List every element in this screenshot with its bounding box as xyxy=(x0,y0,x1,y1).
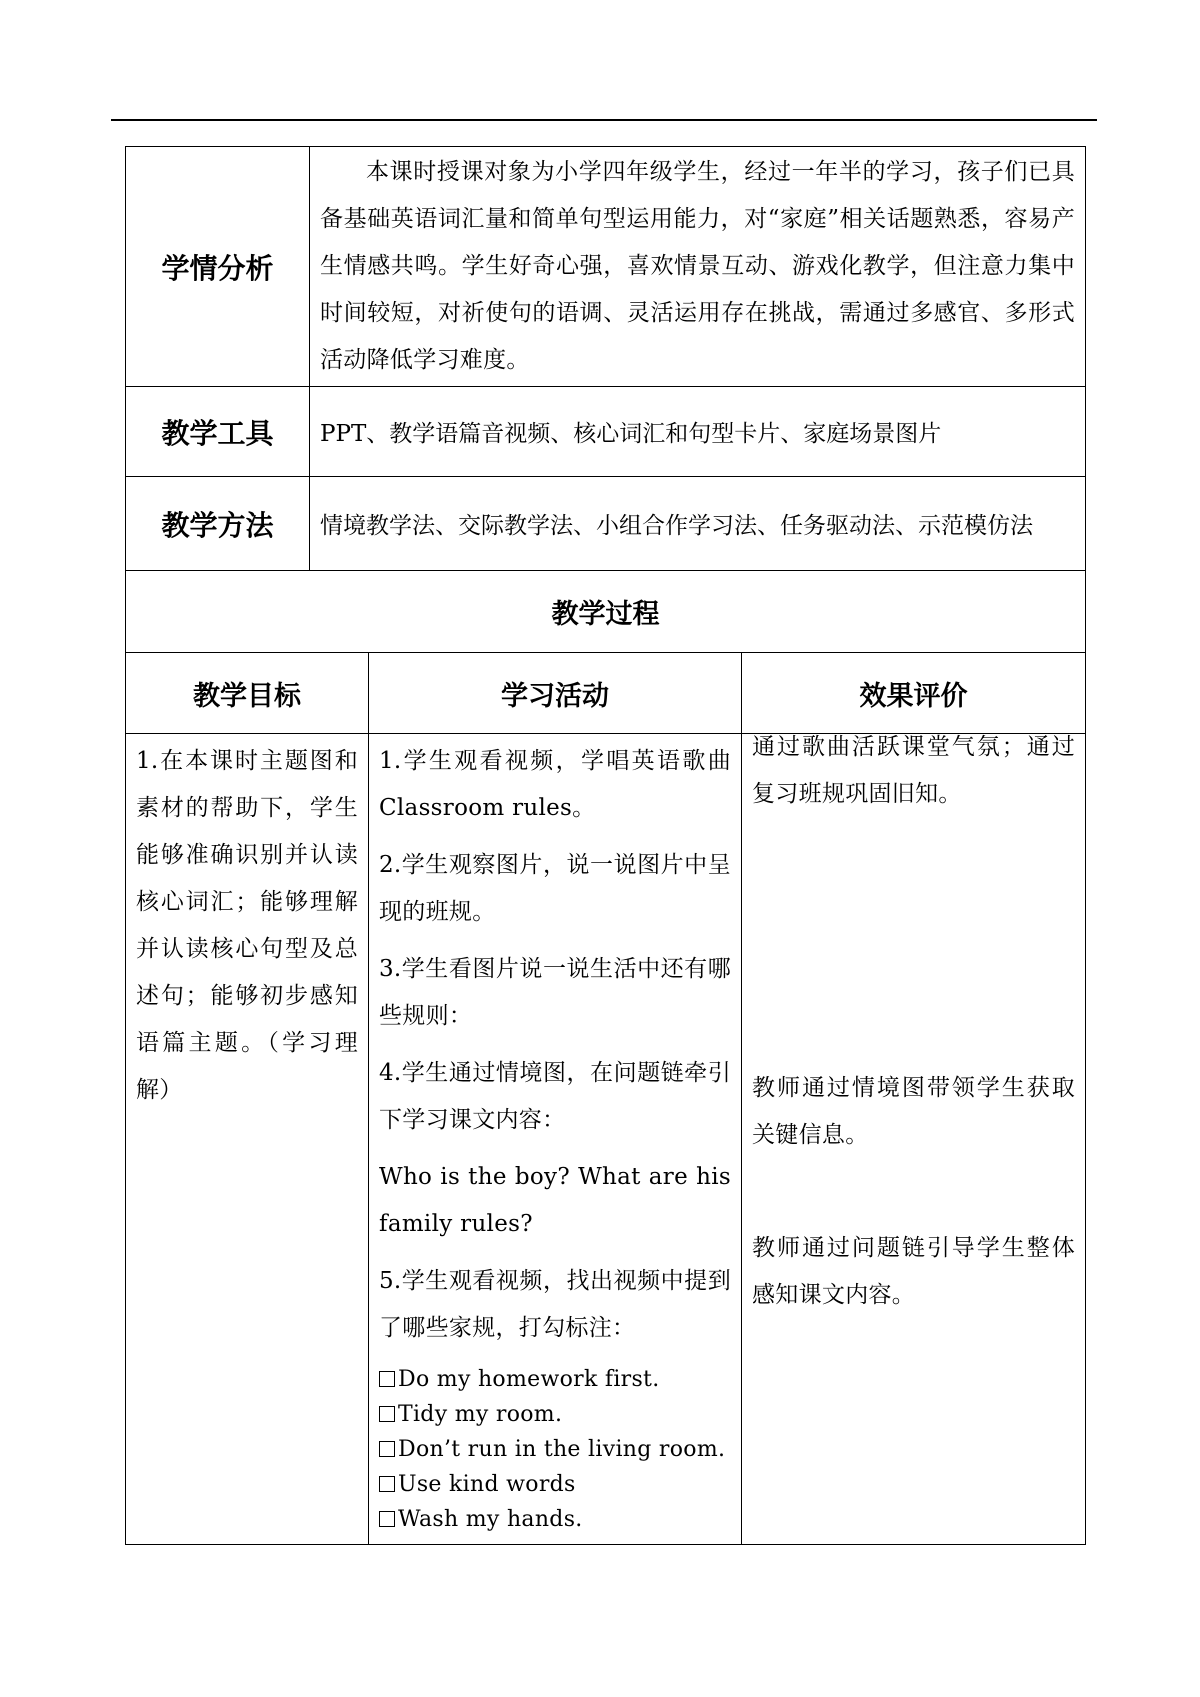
process-header-row xyxy=(126,653,1086,734)
checklist-item-label: Don’t run in the living room. xyxy=(398,1437,726,1462)
activity-item: Who is the boy? What are his family rules? xyxy=(379,1164,731,1237)
lesson-plan-table xyxy=(125,146,1086,1545)
goal-text: 1.在本课时主题图和素材的帮助下，学生能够准确识别并认读核心词汇；能够理解并认读核心句型及总述句；能够初步感知语篇主题。（学习理解） xyxy=(136,748,358,1103)
analysis-text: 本课时授课对象为小学四年级学生，经过一年半的学习，孩子们已具备基础英语词汇量和简单句型运用能力，对“家庭”相关话题熟悉，容易产生情感共鸣。学生好奇心强，喜欢情景互动、游戏化教学，但注意力集中时间较短，对祈使句的语调、灵活运用存在挑战，需通过多感官、多形式活动降低学习难度。 xyxy=(320,159,1075,373)
header-rule xyxy=(111,119,1097,121)
activity-item: 3.学生看图片说一说生活中还有哪些规则： xyxy=(379,956,731,1029)
checkbox[interactable] xyxy=(379,1406,395,1422)
methods-text: 情境教学法、交际教学法、小组合作学习法、任务驱动法、示范模仿法 xyxy=(310,477,1086,571)
checklist-item xyxy=(379,1467,731,1502)
header-goal: 教学目标 xyxy=(126,653,369,734)
header-evaluation: 效果评价 xyxy=(742,653,1086,734)
checklist-item-label: Use kind words xyxy=(398,1472,576,1497)
activity-item: 4.学生通过情境图，在问题链牵引下学习课文内容： xyxy=(379,1060,731,1133)
analysis-label: 学情分析 xyxy=(126,147,310,387)
lesson-plan-page xyxy=(125,146,1085,1545)
goal-cell xyxy=(126,734,369,1545)
evaluation-item: 教师通过情境图带领学生获取关键信息。 xyxy=(752,1075,1075,1148)
checklist-item xyxy=(379,1432,731,1467)
tools-row xyxy=(126,387,1086,477)
analysis-row xyxy=(126,147,1086,387)
checkbox[interactable] xyxy=(379,1476,395,1492)
process-title: 教学过程 xyxy=(126,571,1086,653)
evaluation-item: 通过歌曲活跃课堂气氛；通过复习班规巩固旧知。 xyxy=(752,734,1075,807)
family-rules-checklist xyxy=(379,1362,731,1537)
checkbox[interactable] xyxy=(379,1441,395,1457)
activity-item: 1.学生观看视频，学唱英语歌曲Classroom rules。 xyxy=(379,748,731,821)
activity-item: 2.学生观察图片，说一说图片中呈现的班规。 xyxy=(379,852,731,925)
methods-row xyxy=(126,477,1086,571)
header-activity: 学习活动 xyxy=(369,653,742,734)
tools-label: 教学工具 xyxy=(126,387,310,477)
tools-text: PPT、教学语篇音视频、核心词汇和句型卡片、家庭场景图片 xyxy=(310,387,1086,477)
evaluation-item: 教师通过问题链引导学生整体感知课文内容。 xyxy=(752,1235,1075,1308)
analysis-text-cell xyxy=(310,147,1086,387)
methods-label: 教学方法 xyxy=(126,477,310,571)
process-title-row xyxy=(126,571,1086,653)
evaluations-cell xyxy=(742,734,1086,1545)
process-body-row xyxy=(126,734,1086,1545)
checklist-item xyxy=(379,1362,731,1397)
activities-cell xyxy=(369,734,742,1545)
checklist-item-label: Tidy my room. xyxy=(398,1402,563,1427)
checklist-item-label: Do my homework first. xyxy=(398,1367,660,1392)
checklist-item xyxy=(379,1397,731,1432)
checkbox[interactable] xyxy=(379,1371,395,1387)
checklist-item-label: Wash my hands. xyxy=(398,1507,583,1532)
checklist-item xyxy=(379,1502,731,1537)
activity-item: 5.学生观看视频，找出视频中提到了哪些家规，打勾标注： xyxy=(379,1268,731,1341)
checkbox[interactable] xyxy=(379,1511,395,1527)
